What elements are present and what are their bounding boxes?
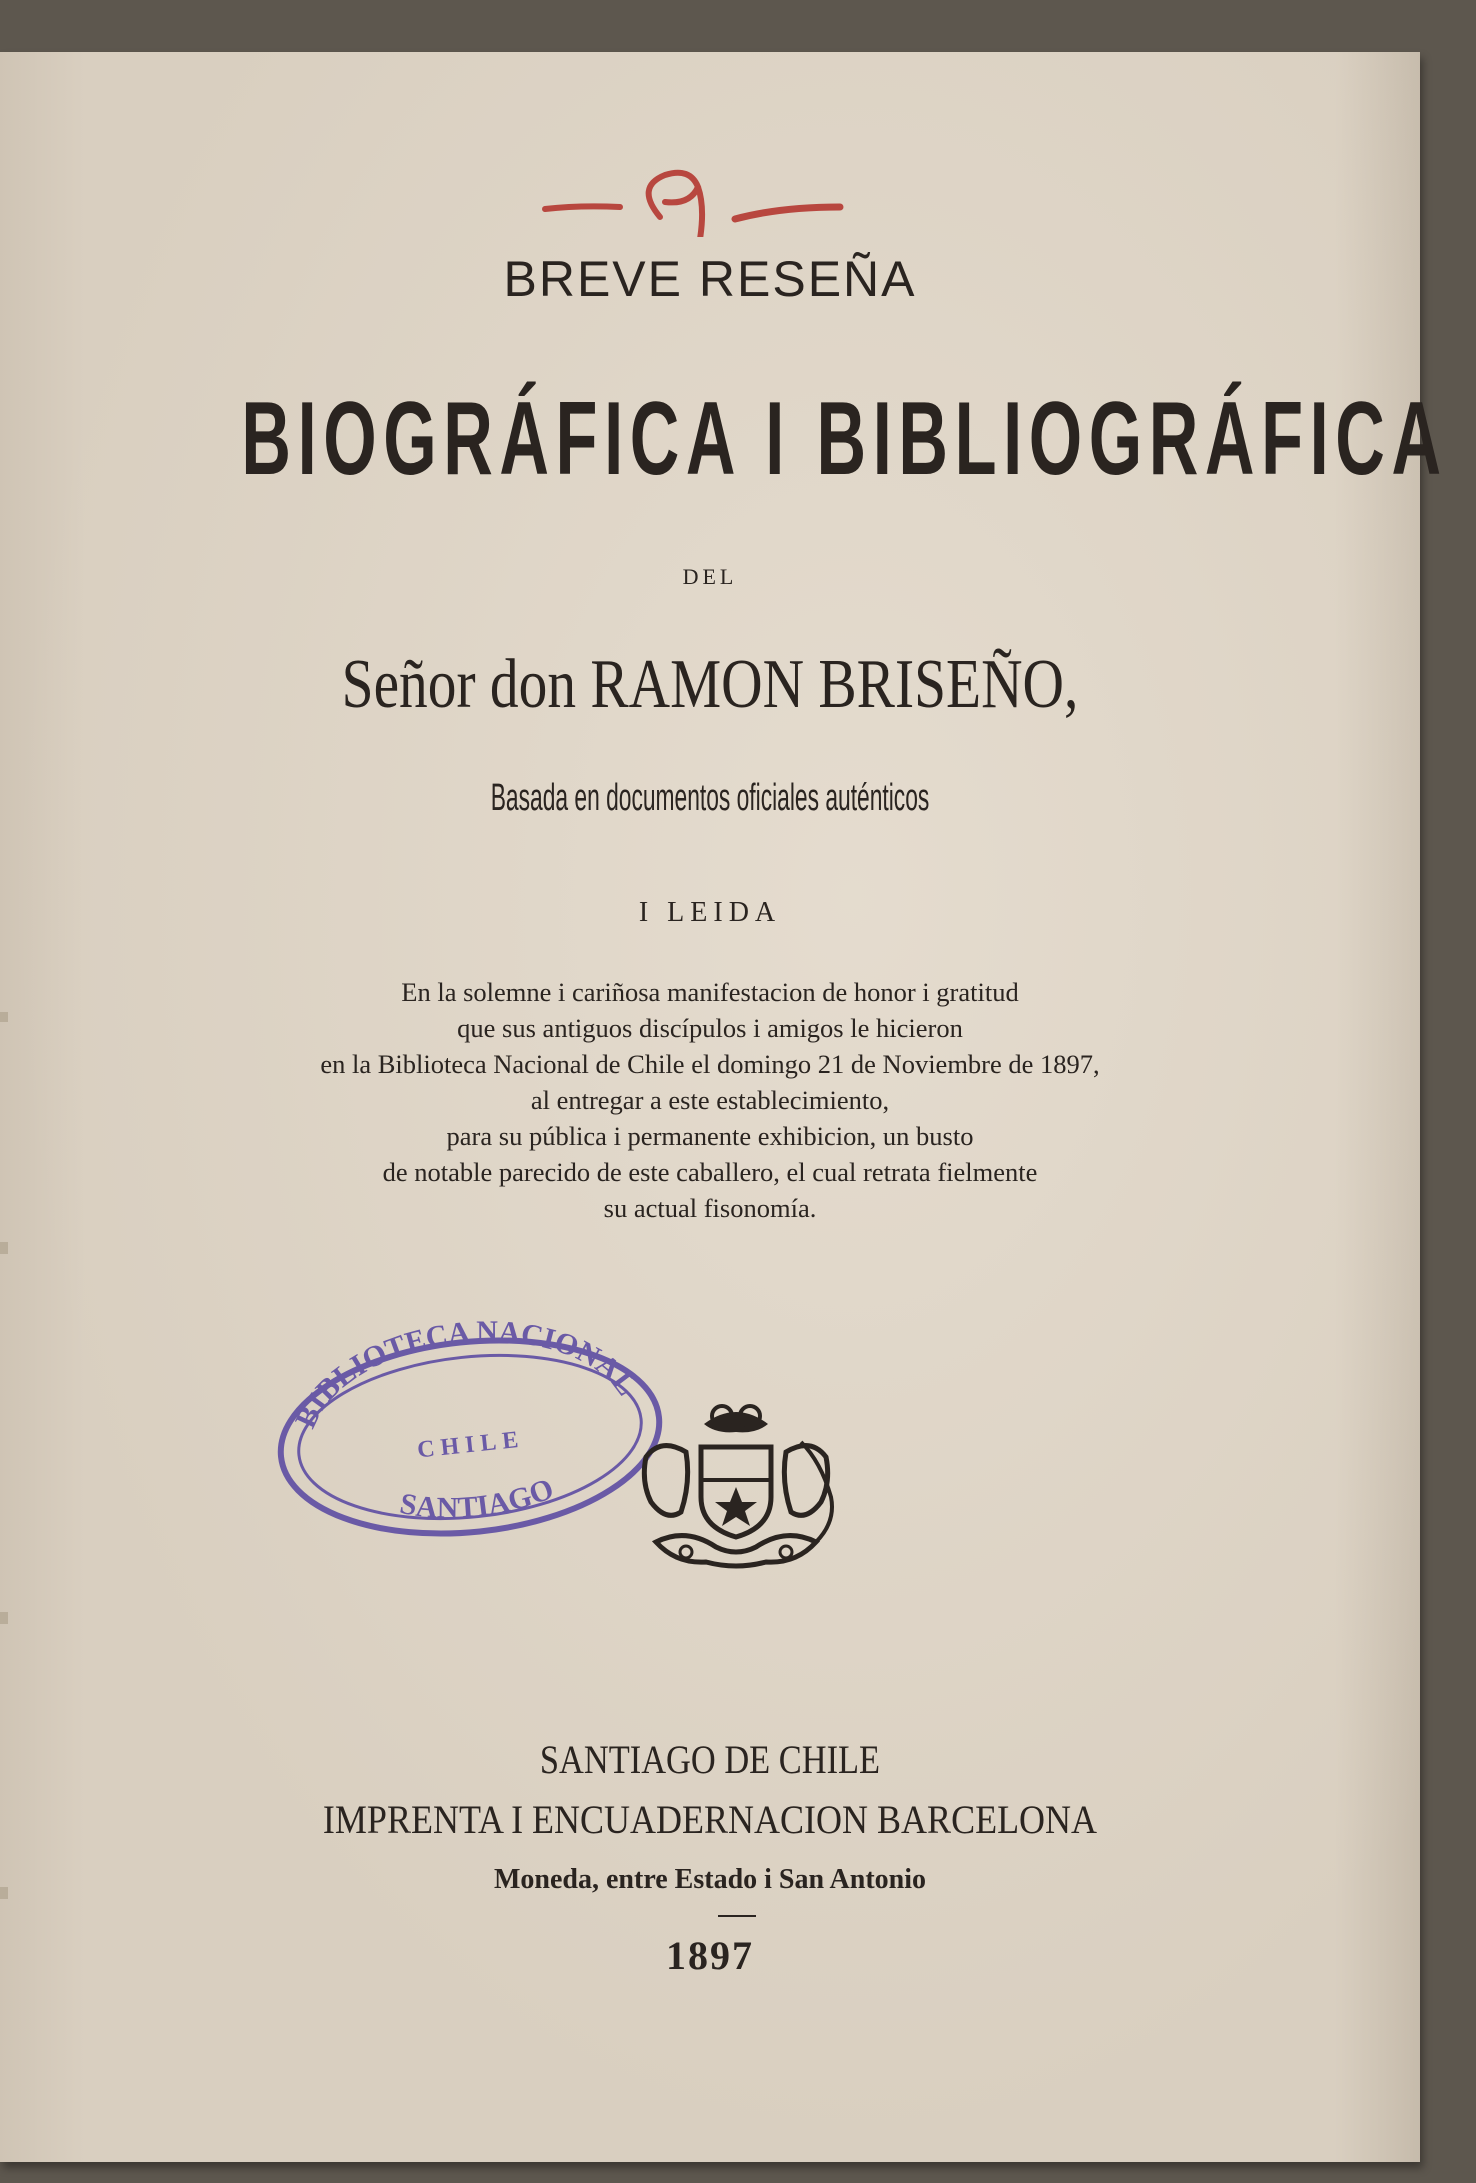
stamp-middle-text: CHILE [416, 1426, 526, 1464]
dedication-paragraph [0, 974, 1420, 1226]
paragraph-line: al entregar a este establecimiento, [530, 1085, 890, 1115]
printer-address: Moneda, entre Estado i San Antonio [494, 1864, 926, 1895]
paragraph-line: para su pública i permanente exhibicion, un busto [446, 1121, 974, 1151]
del-label: DEL [682, 564, 738, 589]
title-page [0, 52, 1448, 2162]
library-stamp [270, 1307, 670, 1539]
heading-large: BIOGRÁFICA I BIBLIOGRÁFICA [241, 381, 1448, 497]
paragraph-line: de notable parecido de este caballero, el cual retrata fielmente [382, 1157, 1038, 1187]
stamp-bottom-text: SANTIAGO [397, 1471, 559, 1525]
place-of-publication: SANTIAGO DE CHILE [539, 1737, 881, 1782]
paragraph-line: En la solemne i cariñosa manifestacion de honor i gratitud [401, 977, 1019, 1007]
paragraph-line: en la Biblioteca Nacional de Chile el domingo 21 de Noviembre de 1897, [320, 1049, 1100, 1079]
stamp-top-text: BIBLIOTECA NACIONAL [289, 1315, 644, 1434]
paragraph-line: que sus antiguos discípulos i amigos le hicieron [457, 1013, 963, 1043]
svg-text:BIBLIOTECA NACIONAL [280, 1307, 645, 1436]
publication-year: 1897 [666, 1933, 754, 1978]
subject-name: Señor don RAMON BRISEÑO, [341, 646, 1079, 723]
basis-line: Basada en documentos oficiales auténticos [490, 777, 930, 819]
leida-label: I LEIDA [638, 897, 782, 928]
handwritten-folio-mark [540, 147, 860, 237]
paragraph-line: su actual fisonomía. [603, 1193, 817, 1223]
heading-small: BREVE RESEÑA [503, 251, 917, 307]
printer-name: IMPRENTA I ENCUADERNACION BARCELONA [322, 1797, 1098, 1842]
binding-stitch [0, 1612, 8, 1624]
divider [718, 1915, 756, 1917]
binding-stitch [0, 1242, 8, 1254]
coat-of-arms-emblem [626, 1402, 846, 1572]
